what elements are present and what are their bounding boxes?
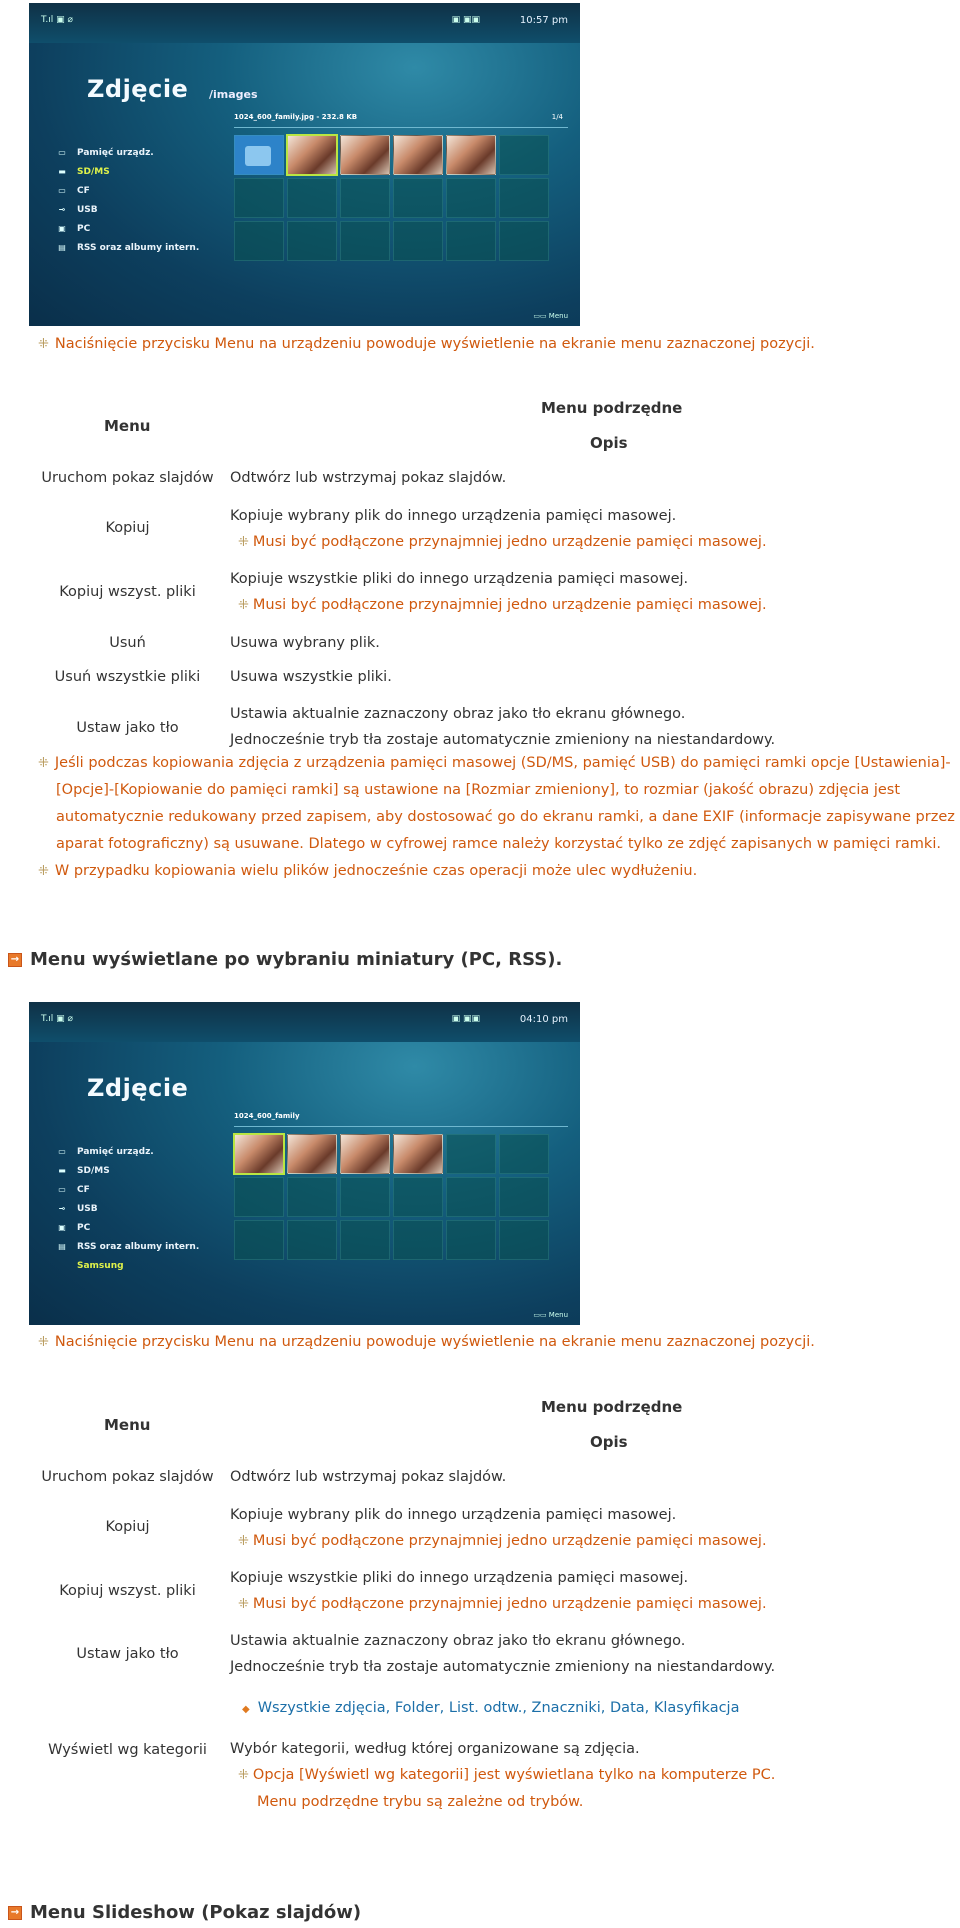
screen-divider <box>234 127 568 128</box>
rss-icon: ▤ <box>58 243 66 252</box>
empty-slot <box>446 1134 496 1174</box>
empty-slot <box>287 178 337 218</box>
note-mark-icon: ⁜ <box>238 1597 249 1612</box>
header-menu-2: Menu <box>104 1416 151 1434</box>
usb-icon: ⊸ <box>58 205 66 214</box>
category-submenu-list: ◆ Wszystkie zdjęcia, Folder, List. odtw., Znaczniki, Data, Klasyfikacja <box>242 1700 740 1716</box>
empty-slot <box>446 178 496 218</box>
desc-copy: Kopiuje wybrany plik do innego urządzenia pamięci masowej. ⁜ Musi być podłączone przynajmniej jedno urządzenie pamięci masowej. <box>230 508 767 550</box>
screen-file-name: 1024_600_family <box>234 1112 300 1120</box>
empty-slot <box>234 178 284 218</box>
screenshot-photo-browser-1 <box>29 3 580 326</box>
desc-view-by-category: Wybór kategorii, według której organizowane są zdjęcia. ⁜ Opcja [Wyświetl wg kategorii] jest wyświetlana tylko na komputerze PC. Menu podrzędne trybu są zależne od trybów. <box>230 1741 776 1810</box>
section-arrow-icon: → <box>8 953 22 967</box>
screen-title: Zdjęcie <box>87 75 189 103</box>
empty-slot <box>287 1220 337 1260</box>
menu-note-2: ⁜ Naciśnięcie przycisku Menu na urządzeniu powoduje wyświetlenie na ekranie menu zaznaczonej pozycji. <box>38 1334 815 1350</box>
memory-icon: ▭ <box>58 148 66 157</box>
sd-card-icon: ▬ <box>58 167 66 176</box>
screen-clock: 10:57 pm <box>519 15 568 26</box>
note-mark-icon: ⁜ <box>238 1534 249 1549</box>
section-heading-slideshow-menu: → Menu Slideshow (Pokaz slajdów) <box>8 1902 361 1923</box>
menu-delete: Usuń <box>109 635 146 651</box>
section-heading-thumbnail-menu: → Menu wyświetlane po wybraniu miniatury (PC, RSS). <box>8 949 562 970</box>
sidebar-item-sd-ms[interactable]: ▬ SD/MS <box>58 166 110 177</box>
empty-slot <box>499 135 549 175</box>
screen-file-name: 1024_600_family.jpg - 232.8 KB <box>234 113 358 121</box>
thumbnail-grid <box>234 1134 549 1260</box>
empty-slot <box>287 221 337 261</box>
empty-slot <box>499 1134 549 1174</box>
screen-page-number: 1/4 <box>551 113 563 121</box>
sidebar-item-memory[interactable]: ▭ Pamięć urządz. <box>58 1146 154 1157</box>
thumbnail-selected[interactable] <box>287 135 337 175</box>
menu-hint: ▭▭ Menu <box>533 312 568 320</box>
empty-slot <box>499 221 549 261</box>
screen-sidebar <box>57 143 199 257</box>
empty-slot <box>499 1177 549 1217</box>
folder-icon[interactable] <box>234 135 284 175</box>
pc-icon: ▣ <box>58 1223 66 1232</box>
desc-copy-2: Kopiuje wybrany plik do innego urządzenia pamięci masowej. ⁜ Musi być podłączone przynajmniej jedno urządzenie pamięci masowej. <box>230 1507 767 1549</box>
note-mark-icon: ⁜ <box>238 1768 249 1783</box>
signal-status: T.ıl ▣ ⌀ <box>41 15 73 25</box>
header-menu: Menu <box>104 417 151 435</box>
note-mark-icon: ⁜ <box>38 337 49 352</box>
thumbnail[interactable] <box>340 1134 390 1174</box>
memory-icon: ▭ <box>58 1147 66 1156</box>
desc-copy-all-2: Kopiuje wszystkie pliki do innego urządzenia pamięci masowej. ⁜ Musi być podłączone przynajmniej jedno urządzenie pamięci masowej. <box>230 1570 767 1612</box>
empty-slot <box>393 1220 443 1260</box>
menu-copy-all-2: Kopiuj wszyst. pliki <box>59 1583 196 1599</box>
screen-path: /images <box>209 88 258 101</box>
empty-slot <box>340 178 390 218</box>
empty-slot <box>446 221 496 261</box>
usb-icon: ⊸ <box>58 1204 66 1213</box>
thumbnail-selected[interactable] <box>234 1134 284 1174</box>
screen-divider <box>234 1126 568 1127</box>
menu-hint: ▭▭ Menu <box>533 1311 568 1319</box>
cf-card-icon: ▭ <box>58 186 66 195</box>
sidebar-item-pc[interactable]: ▣ PC <box>58 223 91 234</box>
sidebar-item-memory[interactable]: ▭ Pamięć urządz. <box>58 147 154 158</box>
sidebar-item-pc[interactable]: ▣ PC <box>58 1222 91 1233</box>
header-desc-2: Opis <box>590 1433 628 1451</box>
desc-set-background: Ustawia aktualnie zaznaczony obraz jako tło ekranu głównego. Jednocześnie tryb tła zostaje automatycznie zmieniony na niestandardowy. <box>230 706 776 748</box>
device-status-icons: ▣ ▣▣ <box>451 15 480 25</box>
screenshot-photo-browser-2 <box>29 1002 580 1325</box>
screen-top-bar <box>29 1002 580 1042</box>
empty-slot <box>340 221 390 261</box>
empty-slot <box>499 178 549 218</box>
empty-slot <box>393 1177 443 1217</box>
header-desc: Opis <box>590 434 628 452</box>
desc-delete-all: Usuwa wszystkie pliki. <box>230 669 392 685</box>
desc-slideshow-2: Odtwórz lub wstrzymaj pokaz slajdów. <box>230 1469 507 1485</box>
sidebar-item-usb[interactable]: ⊸ USB <box>58 204 98 215</box>
bullet-diamond-icon: ◆ <box>242 1704 250 1715</box>
menu-copy-2: Kopiuj <box>105 1519 150 1535</box>
sidebar-item-cf[interactable]: ▭ CF <box>58 1184 90 1195</box>
sidebar-item-cf[interactable]: ▭ CF <box>58 185 90 196</box>
device-status-icons: ▣ ▣▣ <box>451 1014 480 1024</box>
thumbnail[interactable] <box>393 135 443 175</box>
desc-set-background-2: Ustawia aktualnie zaznaczony obraz jako tło ekranu głównego. Jednocześnie tryb tła zostaje automatycznie zmieniony na niestandardowy. <box>230 1633 776 1675</box>
section-arrow-icon: → <box>8 1906 22 1920</box>
screen-sidebar <box>57 1142 199 1275</box>
header-submenu-2: Menu podrzędne <box>541 1398 683 1416</box>
empty-slot <box>446 1177 496 1217</box>
empty-slot <box>393 221 443 261</box>
menu-delete-all: Usuń wszystkie pliki <box>54 669 201 685</box>
empty-slot <box>393 178 443 218</box>
menu-set-background: Ustaw jako tło <box>76 720 179 736</box>
pc-icon: ▣ <box>58 224 66 233</box>
menu-copy-all: Kopiuj wszyst. pliki <box>59 584 196 600</box>
sd-card-icon: ▬ <box>58 1166 66 1175</box>
thumbnail[interactable] <box>287 1134 337 1174</box>
sidebar-item-rss[interactable]: ▤ RSS oraz albumy intern. <box>58 1241 200 1252</box>
sidebar-item-usb[interactable]: ⊸ USB <box>58 1203 98 1214</box>
thumbnail[interactable] <box>446 135 496 175</box>
sidebar-item-sd-ms[interactable]: ▬ SD/MS <box>58 1165 110 1176</box>
thumbnail[interactable] <box>393 1134 443 1174</box>
note-mark-icon: ⁜ <box>38 756 49 771</box>
empty-slot <box>499 1220 549 1260</box>
menu-view-by-category: Wyświetl wg kategorii <box>48 1742 207 1758</box>
note-mark-icon: ⁜ <box>238 535 249 550</box>
menu-set-background-2: Ustaw jako tło <box>76 1646 179 1662</box>
empty-slot <box>234 221 284 261</box>
desc-copy-all: Kopiuje wszystkie pliki do innego urządzenia pamięci masowej. ⁜ Musi być podłączone przynajmniej jedno urządzenie pamięci masowej. <box>230 571 767 613</box>
screen-title: Zdjęcie <box>87 1074 189 1102</box>
menu-slideshow-2: Uruchom pokaz slajdów <box>41 1469 214 1485</box>
empty-slot <box>340 1220 390 1260</box>
menu-copy: Kopiuj <box>105 520 150 536</box>
rss-icon: ▤ <box>58 1242 66 1251</box>
copy-resize-note: ⁜ Jeśli podczas kopiowania zdjęcia z urządzenia pamięci masowej (SD/MS, pamięć USB) do pamięci ramki opcje [Ustawienia]- [Opcje]-[Kopiowanie do pamięci ramki] są ustawione na [Rozmiar zmieniony], to rozmiar (jakość obrazu) zdjęcia jest automatycznie redukowany przed zapisem, aby dostosować go do ekranu ramki, a dane EXIF (informacje zapisywane przez aparat fotograficzny) są usuwane. Dlatego w cyfrowej ramce należy korzystać tylko ze zdjęć zapisanych w pamięci ramki. ⁜ W przypadku kopiowania wielu plików jednocześnie czas operacji może ulec wydłużeniu. <box>38 755 955 879</box>
screen-clock: 04:10 pm <box>519 1014 568 1025</box>
sidebar-subitem-samsung[interactable]: Samsung <box>77 1260 124 1271</box>
signal-status: T.ıl ▣ ⌀ <box>41 1014 73 1024</box>
thumbnail-grid <box>234 135 549 261</box>
header-submenu: Menu podrzędne <box>541 399 683 417</box>
empty-slot <box>340 1177 390 1217</box>
desc-delete: Usuwa wybrany plik. <box>230 635 380 651</box>
thumbnail[interactable] <box>340 135 390 175</box>
cf-card-icon: ▭ <box>58 1185 66 1194</box>
note-mark-icon: ⁜ <box>38 1335 49 1350</box>
menu-note-1: ⁜ Naciśnięcie przycisku Menu na urządzeniu powoduje wyświetlenie na ekranie menu zaznaczonej pozycji. <box>38 336 815 352</box>
sidebar-item-rss[interactable]: ▤ RSS oraz albumy intern. <box>58 242 200 253</box>
note-mark-icon: ⁜ <box>38 864 49 879</box>
note-mark-icon: ⁜ <box>238 598 249 613</box>
empty-slot <box>234 1177 284 1217</box>
screen-top-bar <box>29 3 580 43</box>
desc-slideshow: Odtwórz lub wstrzymaj pokaz slajdów. <box>230 470 507 486</box>
menu-slideshow: Uruchom pokaz slajdów <box>41 470 214 486</box>
empty-slot <box>234 1220 284 1260</box>
empty-slot <box>446 1220 496 1260</box>
empty-slot <box>287 1177 337 1217</box>
